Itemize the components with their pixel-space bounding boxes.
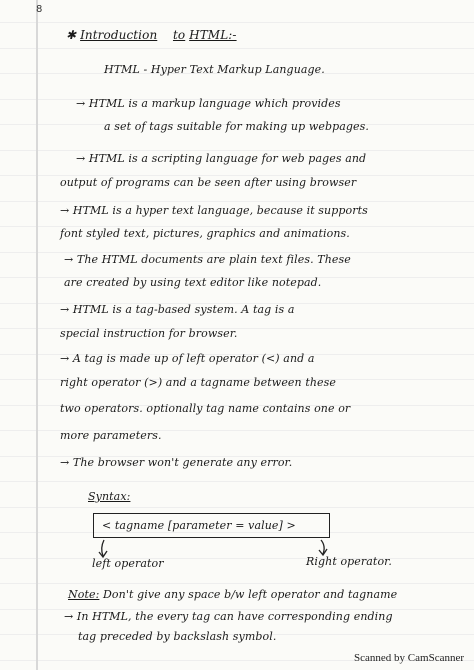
- heading-title-part2: to: [172, 28, 186, 42]
- left-arrow-icon: [102, 540, 104, 556]
- left-operator-label: left operator: [92, 557, 164, 570]
- body-line: are created by using text editor like notepad.: [64, 276, 322, 289]
- syntax-label: Syntax:: [88, 490, 131, 503]
- footer-scanner-label: Scanned by CamScanner: [354, 652, 464, 664]
- page-mark: 8: [36, 4, 43, 15]
- body-line: font styled text, pictures, graphics and animations.: [60, 227, 350, 240]
- body-line: output of programs can be seen after using browser: [60, 176, 357, 189]
- body-line: → HTML is a markup language which provides: [76, 97, 341, 110]
- body-line: a set of tags suitable for making up webpages.: [104, 120, 369, 133]
- heading-title-part3: HTML:-: [189, 28, 237, 42]
- note-line2: → In HTML, the every tag can have corresponding ending: [64, 610, 393, 623]
- body-line: → The browser won't generate any error.: [60, 456, 293, 469]
- subtitle: HTML - Hyper Text Markup Language.: [104, 63, 325, 76]
- syntax-box-text: < tagname [parameter = value] >: [102, 519, 296, 532]
- body-line: → HTML is a scripting language for web pages and: [76, 152, 367, 165]
- heading-title-part1: Introduction: [80, 28, 158, 42]
- note-line3: tag preceded by backslash symbol.: [78, 630, 277, 643]
- body-line: → A tag is made up of left operator (<) and a: [60, 352, 315, 365]
- body-line: → HTML is a hyper text language, because it supports: [60, 204, 368, 217]
- body-line: right operator (>) and a tagname between these: [60, 376, 336, 389]
- right-arrow-icon: [321, 540, 324, 554]
- body-line: → HTML is a tag-based system. A tag is a: [60, 303, 295, 316]
- body-line: more parameters.: [60, 429, 162, 442]
- body-line: special instruction for browser.: [60, 327, 238, 340]
- note-line1: Don't give any space b/w left operator and tagname: [103, 588, 398, 601]
- right-operator-label: Right operator.: [306, 555, 392, 568]
- note: [68, 588, 397, 601]
- body-line: two operators. optionally tag name contains one or: [60, 402, 351, 415]
- heading-bullet: ✱: [66, 28, 77, 42]
- body-line: → The HTML documents are plain text files. These: [64, 253, 351, 266]
- note-label: Note:: [68, 588, 100, 601]
